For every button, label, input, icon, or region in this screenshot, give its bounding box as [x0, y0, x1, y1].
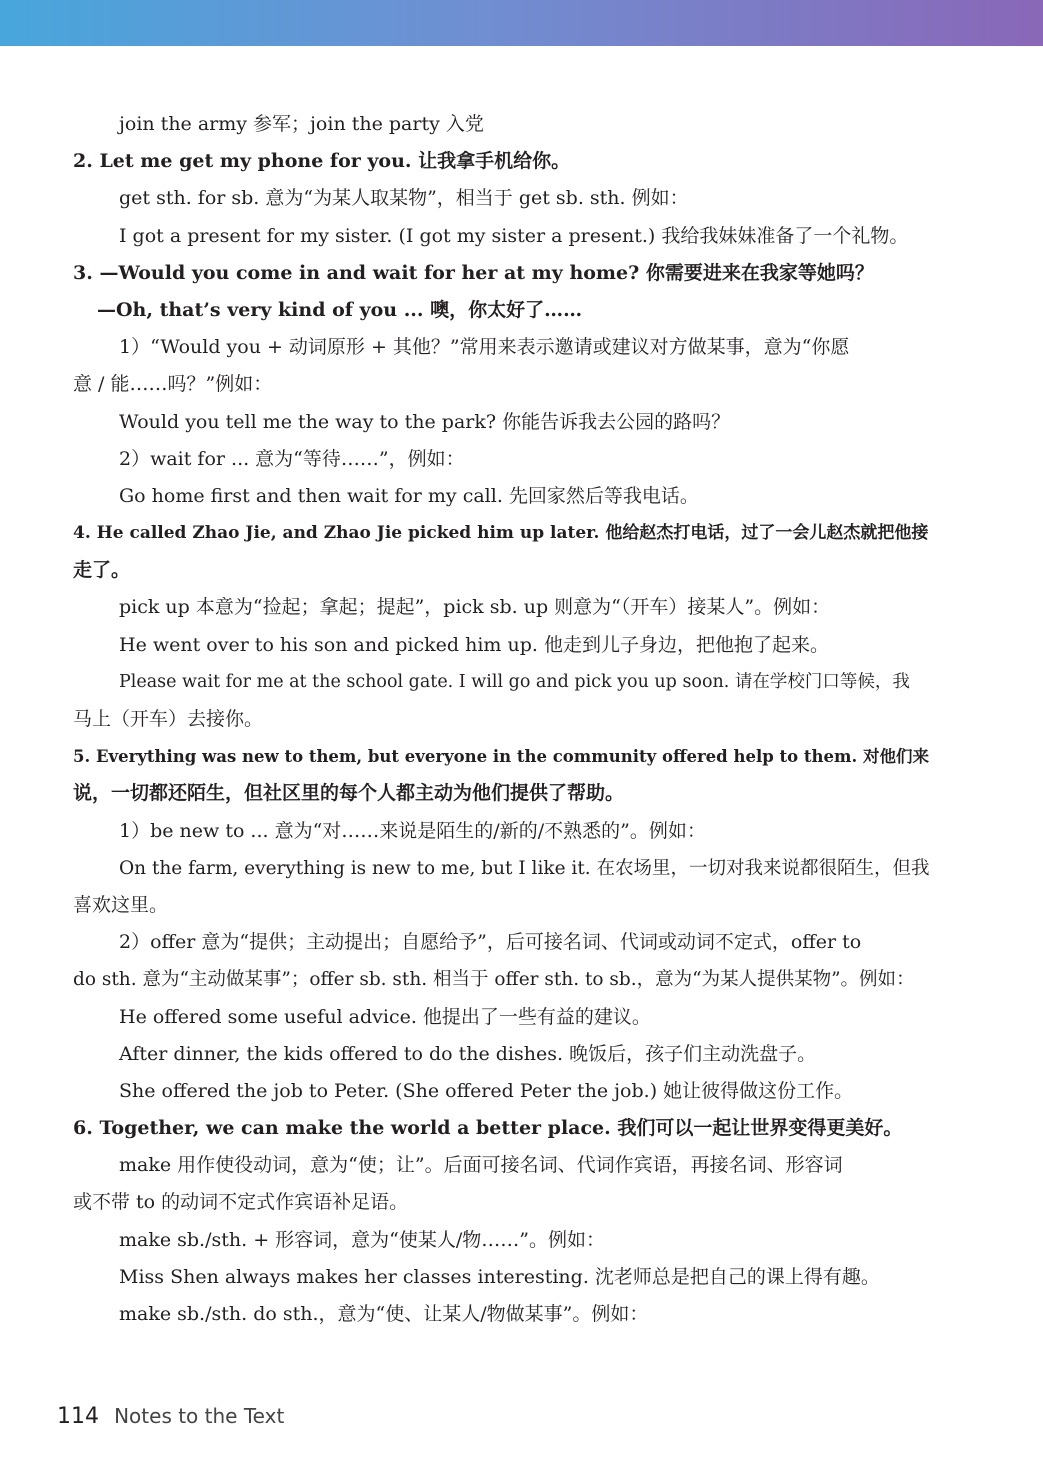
text-line: 意 / 能……吗？”例如：: [73, 373, 273, 396]
note-heading-4-cont: 走了。: [73, 559, 131, 582]
example-line: He went over to his son and picked him up. 他走到儿子身边，把他抱了起来。: [119, 633, 829, 656]
example-line: 喜欢这里。: [73, 893, 169, 916]
footer-title: Notes to the Text: [114, 1404, 285, 1428]
example-line: Miss Shen always makes her classes interesting. 沈老师总是把自己的课上得有趣。: [119, 1265, 880, 1288]
example-line: Go home first and then wait for my call. 先回家然后等我电话。: [119, 484, 699, 507]
note-heading-5: 5. Everything was new to them, but everyone in the community offered help to them. 对他们来: [73, 747, 929, 767]
example-line: 马上（开车）去接你。: [73, 708, 264, 730]
text-line: do sth. 意为“主动做某事”；offer sb. sth. 相当于 offer sth. to sb.，意为“为某人提供某物”。例如：: [73, 969, 915, 991]
page-content: [73, 106, 931, 1333]
text-line: pick up 本意为“捡起；拿起；提起”，pick sb. up 则意为“（开车）接某人”。例如：: [119, 596, 831, 619]
example-line: Please wait for me at the school gate. I will go and pick you up soon. 请在学校门口等候，我: [119, 671, 910, 692]
note-heading-5-cont: 说，一切都还陌生，但社区里的每个人都主动为他们提供了帮助。: [73, 782, 625, 805]
example-line: Would you tell me the way to the park? 你能告诉我去公园的路吗？: [119, 410, 731, 433]
example-line: She offered the job to Peter. (She offered Peter the job.) 她让彼得做这份工作。: [119, 1079, 854, 1102]
note-heading-2: 2. Let me get my phone for you. 让我拿手机给你。: [73, 150, 571, 173]
note-heading-4: 4. He called Zhao Jie, and Zhao Jie picked him up later. 他给赵杰打电话，过了一会儿赵杰就把他接: [73, 523, 929, 544]
text-line: 1）“Would you + 动词原形 + 其他？”常用来表示邀请或建议对方做某事，意为“你愿: [119, 336, 850, 359]
text-line: make 用作使役动词，意为“使；让”。后面可接名词、代词作宾语，再接名词、形容词: [119, 1154, 843, 1177]
header-gradient-bar: [0, 0, 1043, 46]
example-line: After dinner, the kids offered to do the dishes. 晚饭后，孩子们主动洗盘子。: [119, 1042, 817, 1065]
text-line: get sth. for sb. 意为“为某人取某物”，相当于 get sb. sth. 例如：: [119, 187, 689, 210]
example-line: On the farm, everything is new to me, but I like it. 在农场里，一切对我来说都很陌生，但我: [119, 857, 930, 879]
page-footer: [57, 1404, 284, 1429]
text-line: make sb./sth. + 形容词，意为“使某人/物……”。例如：: [119, 1228, 605, 1251]
example-line: I got a present for my sister. (I got my sister a present.) 我给我妹妹准备了一个礼物。: [119, 224, 909, 247]
text-line: 2）offer 意为“提供；主动提出；自愿给予”，后可接名词、代词或动词不定式，offer to: [119, 931, 862, 954]
text-line: join the army 参军；join the party 入党: [119, 113, 484, 135]
page-number: 114: [57, 1404, 99, 1429]
text-line: make sb./sth. do sth.，意为“使、让某人/物做某事”。例如：: [119, 1303, 649, 1325]
text-line: 2）wait for ... 意为“等待……”，例如：: [119, 447, 465, 470]
text-line: 或不带 to 的动词不定式作宾语补足语。: [73, 1191, 409, 1214]
text-line: 1）be new to ... 意为“对……来说是陌生的/新的/不熟悉的”。例如：: [119, 819, 706, 842]
note-heading-6: 6. Together, we can make the world a better place. 我们可以一起让世界变得更美好。: [73, 1117, 903, 1140]
note-heading-3-reply: —Oh, that’s very kind of you ... 噢，你太好了……: [97, 298, 583, 321]
example-line: He offered some useful advice. 他提出了一些有益的建议。: [119, 1005, 651, 1028]
note-heading-3: 3. —Would you come in and wait for her at my home? 你需要进来在我家等她吗？: [73, 261, 874, 284]
